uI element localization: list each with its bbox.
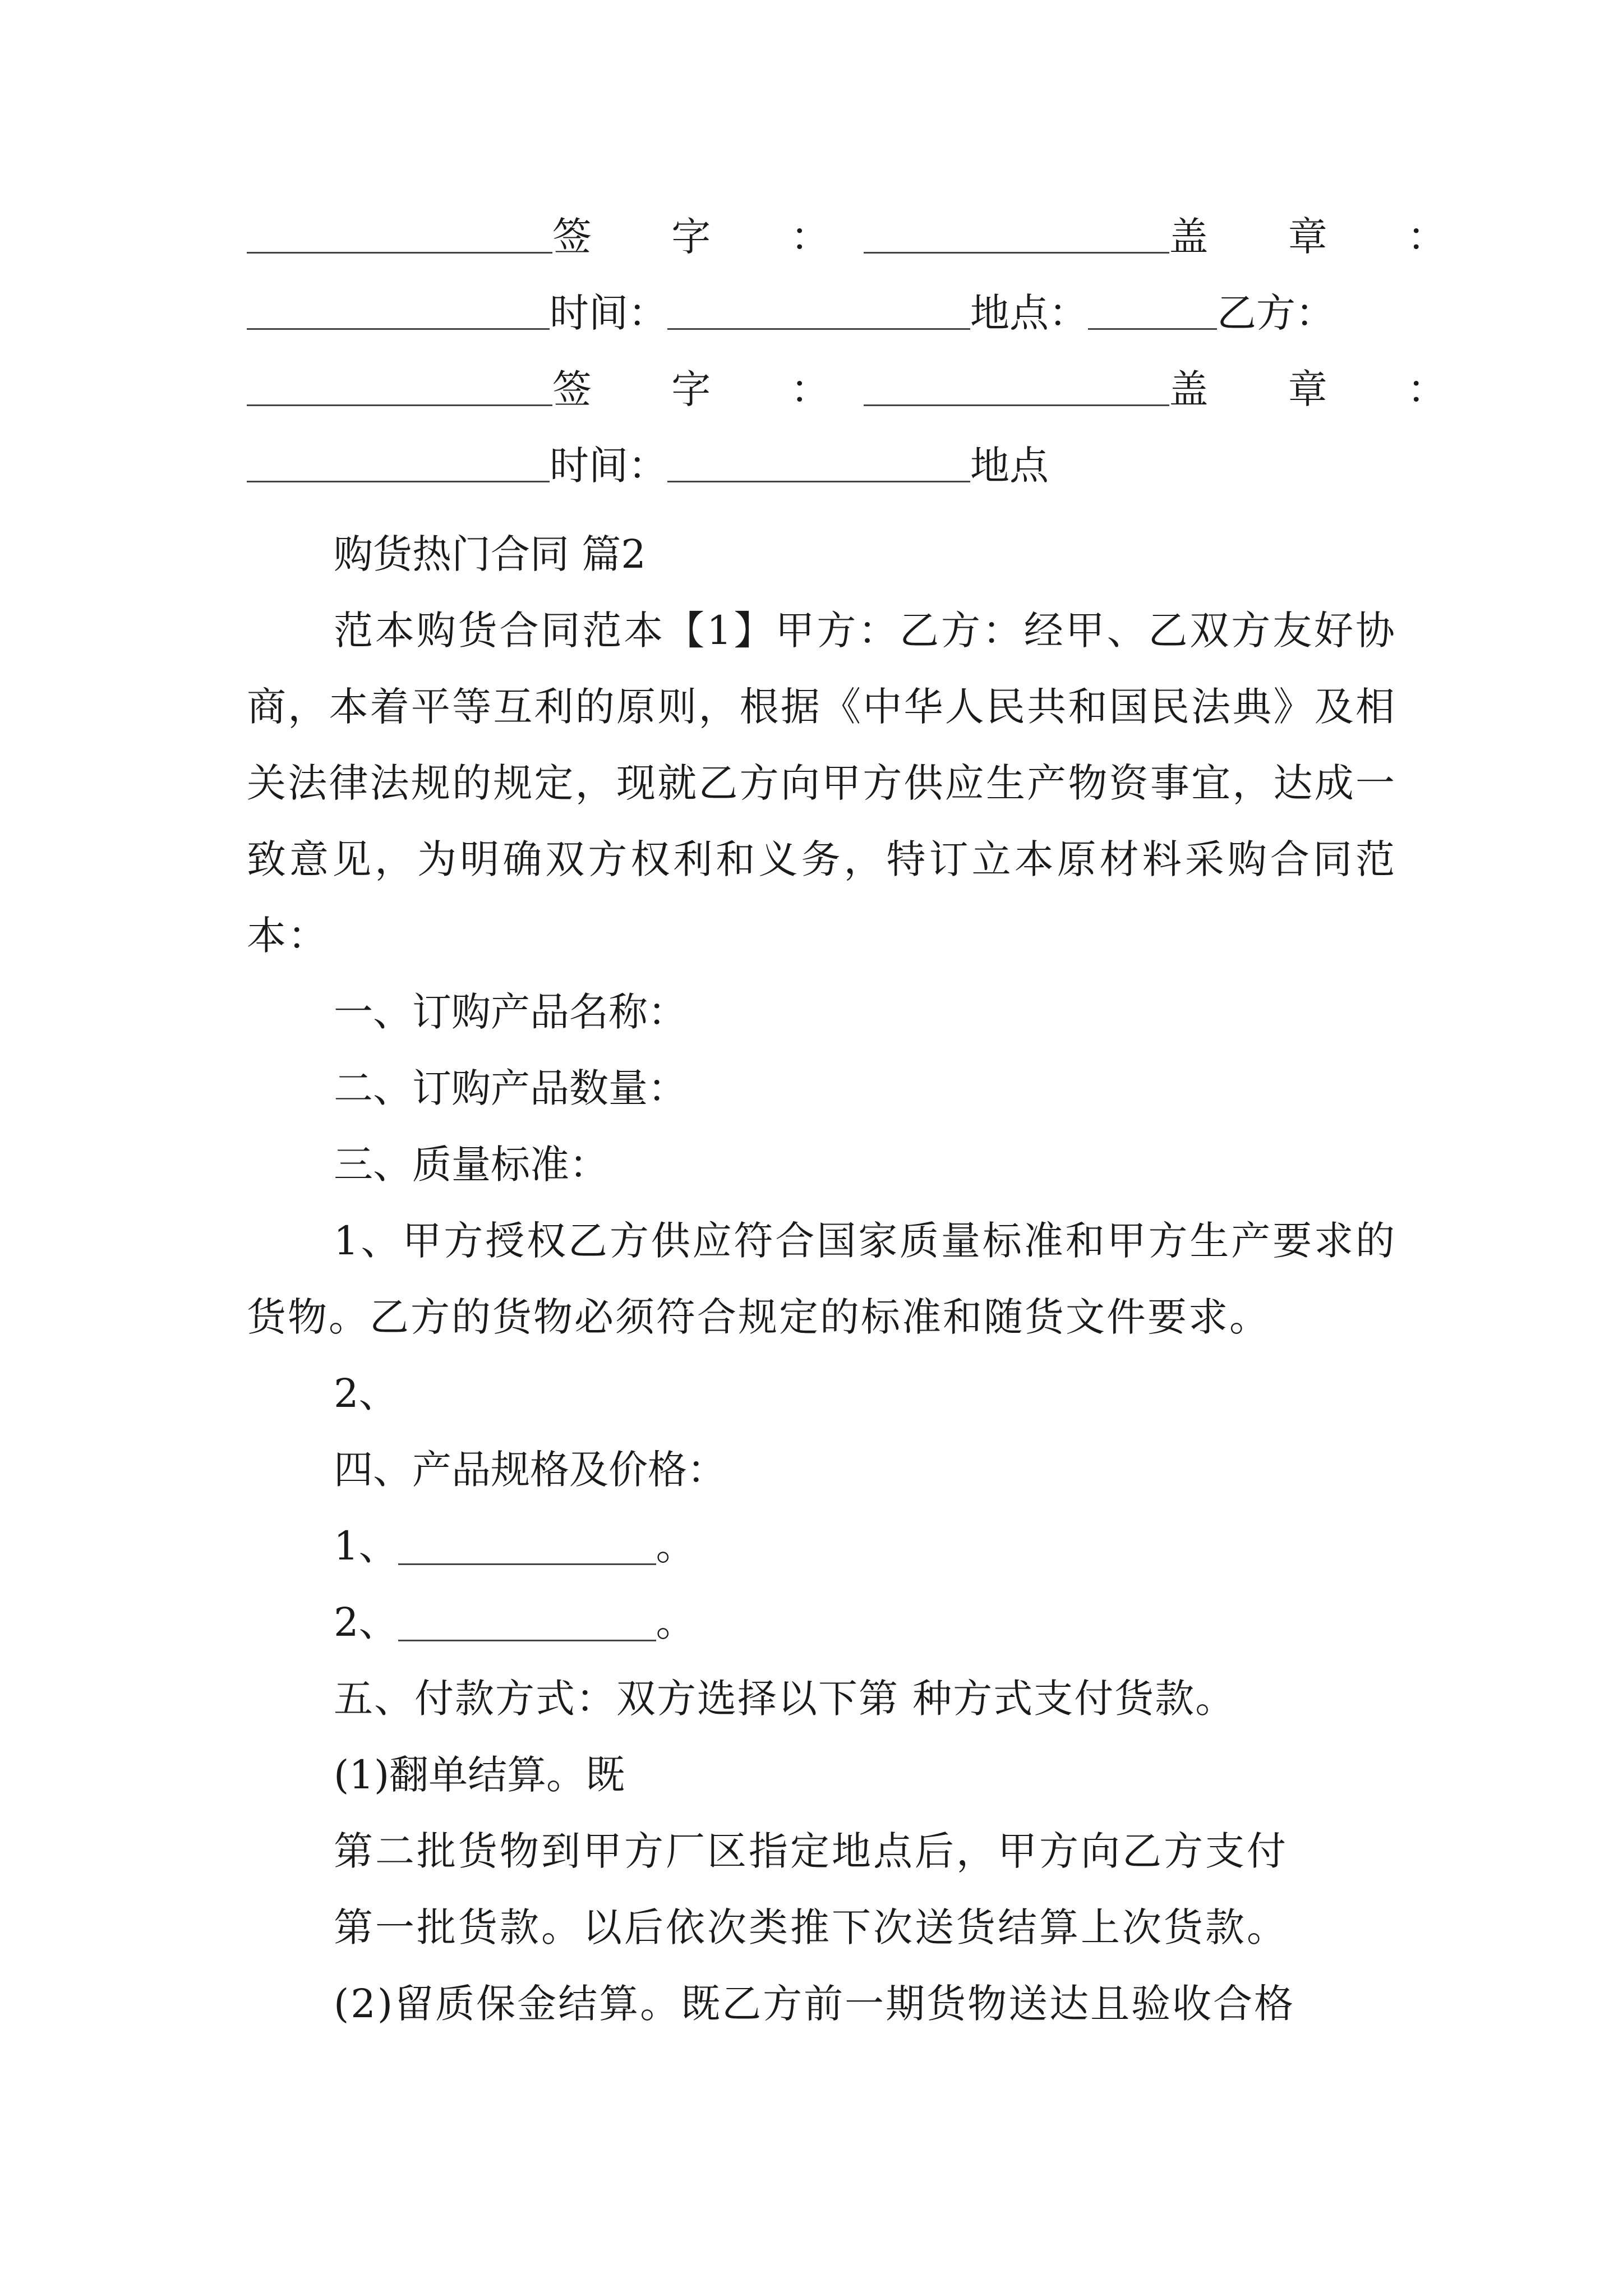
item-quality-1: 1、甲方授权乙方供应符合国家质量标准和甲方生产要求的货物。乙方的货物必须符合规定的标准和随货文件要求。 bbox=[247, 1218, 1396, 1340]
section-title: 购货热门合同 篇2 bbox=[334, 531, 646, 577]
intro-paragraph: 范本购货合同范本【1】甲方：乙方：经甲、乙双方友好协商，本着平等互利的原则，根据《中华人民共和国民法典》及相关法律法规的规定，现就乙方向甲方供应生产物资事宜，达成一致意见，为明确双方权利和义务，特订立本原材料采购合同范本： bbox=[247, 608, 1396, 959]
blank-line bbox=[247, 404, 552, 406]
period: 。 bbox=[656, 1599, 695, 1645]
spec-1-prefix: 1、 bbox=[334, 1523, 398, 1569]
item-payment-1-line2: 第二批货物到甲方厂区指定地点后，甲方向乙方支付 bbox=[334, 1828, 1288, 1874]
blank-line bbox=[398, 1640, 656, 1641]
time-label: 时间： bbox=[550, 443, 667, 489]
item-spec-2 bbox=[334, 1584, 695, 1660]
item-product-quantity: 二、订购产品数量： bbox=[334, 1065, 687, 1111]
time-label: 时间： bbox=[550, 290, 667, 336]
signature-row-3 bbox=[247, 356, 1481, 423]
sign-label: 签 字 ： bbox=[552, 366, 864, 412]
item-quality-2: 2、 bbox=[334, 1370, 398, 1416]
item-product-name: 一、订购产品名称： bbox=[334, 989, 687, 1035]
signature-row-2 bbox=[247, 279, 1396, 347]
item-spec-price: 四、产品规格及价格： bbox=[334, 1447, 726, 1493]
party-b-label: 乙方： bbox=[1217, 290, 1335, 336]
item-payment-1: (1)翻单结算。既 bbox=[334, 1752, 625, 1798]
blank-line bbox=[667, 328, 970, 330]
item-spec-1 bbox=[334, 1508, 695, 1584]
signature-row-1 bbox=[247, 203, 1481, 270]
blank-line bbox=[398, 1563, 656, 1565]
spec-2-prefix: 2、 bbox=[334, 1599, 398, 1645]
blank-line bbox=[864, 252, 1169, 254]
signature-row-4 bbox=[247, 432, 1396, 499]
item-payment-2: (2)留质保金结算。既乙方前一期货物送达且验收合格 bbox=[334, 1981, 1295, 2027]
seal-label: 盖 章 ： bbox=[1169, 366, 1481, 412]
item-payment: 五、付款方式：双方选择以下第 种方式支付货款。 bbox=[334, 1676, 1236, 1722]
sign-label: 签 字 ： bbox=[552, 214, 864, 260]
place-label: 地点： bbox=[970, 290, 1088, 336]
place-label: 地点 bbox=[970, 443, 1049, 489]
seal-label: 盖 章 ： bbox=[1169, 214, 1481, 260]
item-payment-1-line3: 第一批货款。以后依次类推下次送货结算上次货款。 bbox=[334, 1904, 1288, 1950]
blank-line bbox=[247, 328, 550, 330]
item-quality-standard: 三、质量标准： bbox=[334, 1142, 608, 1188]
blank-line bbox=[1088, 328, 1217, 330]
blank-line bbox=[667, 481, 970, 482]
blank-line bbox=[247, 481, 550, 482]
blank-line bbox=[864, 404, 1169, 406]
period: 。 bbox=[656, 1523, 695, 1569]
blank-line bbox=[247, 252, 552, 254]
